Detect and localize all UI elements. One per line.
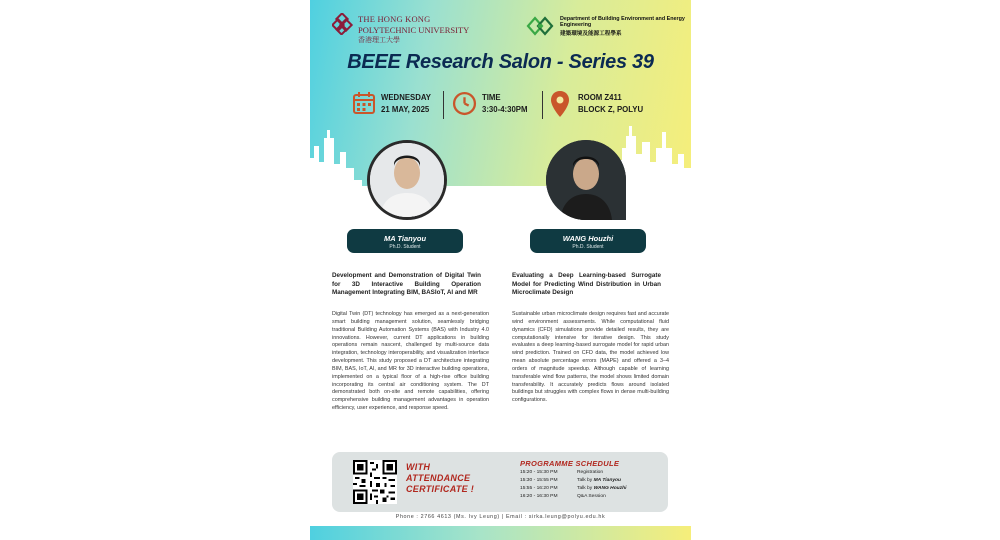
schedule-row — [520, 494, 606, 499]
divider — [443, 91, 444, 119]
speaker-role: Ph.D. Student — [389, 244, 421, 250]
schedule-title: PROGRAMME SCHEDULE — [520, 459, 620, 468]
schedule-time: 16:20 - 16:30 PM — [520, 494, 558, 499]
talk-title-1: Development and Demonstration of Digital Twin for 3D Interactive Building Operation Management Integrating BIM, BASIoT, AI and MR — [332, 272, 481, 297]
abstract-2: Sustainable urban microclimate design requires fast and accurate wind environment assessments. While computational fluid dynamics (CFD) simulations provide detailed results, they are computationally intensive for iterative design. This study evaluates a deep learning-based surrogate model for rapid urban wind prediction. Trained on CFD data, the model achieved low mean absolute percentage errors (MAPE) and offered a 3–4 orders of magnitude speedup. Although capable of learning transferable wind flow patterns, the model shows limited domain transferability. It accurately predicts flows around isolated buildings but struggles with complex flows in dense multi-building configurations. — [512, 311, 669, 404]
divider — [542, 91, 543, 119]
polyu-name-en-line2: POLYTECHNIC UNIVERSITY — [358, 25, 470, 35]
event-venue — [578, 92, 643, 116]
footer-gradient-bar — [310, 526, 691, 540]
abstract-1: Digital Twin (DT) technology has emerged as a next-generation smart building management solution, seamlessly bridging traditional Building Automation Systems (BAS) with Industry 4.0 innovations. However, current DT applications in building operations remain nascent, challenged by multi-source data integration, technology interoperability, and visualization interface development. This study proposed a DT architecture integrating BIM, BAS, IoT, AI, and MR for 3D interactive building operations, implemented on a typical floor of a high-rise office building incorporating its central air conditioning system. The DT demonstrated both on-site and remote capabilities, offering comprehensive building management advantages in operation efficiency, user experience, and response speed. — [332, 311, 489, 412]
speaker-name: WANG Houzhi — [562, 234, 614, 243]
schedule-item: Q&A Session — [577, 494, 606, 499]
schedule-row — [520, 470, 603, 475]
event-title: BEEE Research Salon - Series 39 — [347, 51, 654, 73]
speaker-namebox — [347, 229, 463, 253]
schedule-row — [520, 486, 626, 491]
schedule-speaker: WANG Houzhi — [593, 486, 627, 491]
certificate-line: WITH — [406, 462, 431, 472]
schedule-panel — [332, 452, 668, 512]
event-date — [381, 92, 431, 116]
speaker-namebox — [530, 229, 646, 253]
person-silhouette-icon — [546, 140, 626, 220]
venue-building: BLOCK Z, POLYU — [578, 105, 644, 114]
schedule-time: 15:55 - 16:20 PM — [520, 486, 558, 491]
polyu-logo — [332, 13, 470, 44]
venue-room: ROOM Z411 — [578, 93, 622, 102]
certificate-line: ATTENDANCE — [406, 473, 471, 483]
event-day: WEDNESDAY — [381, 93, 431, 102]
event-date-value: 21 MAY, 2025 — [381, 105, 430, 114]
schedule-time: 15:30 - 15:55 PM — [520, 478, 558, 483]
talk-title-2: Evaluating a Deep Learning-based Surrogate Model for Predicting Wind Distribution in Urban Microclimate Design — [512, 272, 661, 297]
schedule-time: 15:20 - 15:30 PM — [520, 470, 558, 475]
registration-qr-code[interactable] — [353, 460, 397, 504]
time-label: TIME — [482, 93, 501, 102]
polyu-name-zh: 香港理工大學 — [358, 36, 400, 44]
person-silhouette-icon — [370, 143, 444, 217]
speaker-name: MA Tianyou — [383, 234, 427, 243]
schedule-item: Talk by — [577, 478, 594, 483]
schedule-row — [520, 478, 621, 483]
beee-emblem-icon — [526, 14, 556, 38]
speaker-role: Ph.D. Student — [572, 244, 604, 250]
dept-name-zh: 建築環境及能源工程學系 — [560, 31, 622, 37]
schedule-item: Talk by — [577, 486, 594, 491]
calendar-icon — [352, 91, 376, 115]
time-value: 3:30-4:30PM — [482, 105, 528, 114]
schedule-speaker: MA Tianyou — [593, 478, 622, 483]
beee-department-logo — [526, 14, 686, 40]
schedule-item: Registration — [577, 470, 604, 475]
dept-name-en: Department of Building Environment and Energy Engineering — [560, 16, 685, 29]
location-pin-icon — [550, 90, 570, 118]
speaker-photo-wang-houzhi — [546, 140, 626, 220]
event-poster — [310, 0, 691, 540]
speaker-photo-ma-tianyou — [367, 140, 447, 220]
polyu-emblem-icon — [332, 13, 354, 35]
polyu-name-en: THE HONG KONG — [358, 14, 431, 24]
attendance-certificate-note — [406, 462, 474, 495]
contact-info: Phone : 2766 4613 (Ms. Ivy Leung) | Email : sirka.leung@polyu.edu.hk — [395, 514, 606, 520]
event-time — [482, 92, 528, 116]
certificate-line: CERTIFICATE ! — [406, 484, 475, 494]
clock-icon — [452, 91, 477, 116]
